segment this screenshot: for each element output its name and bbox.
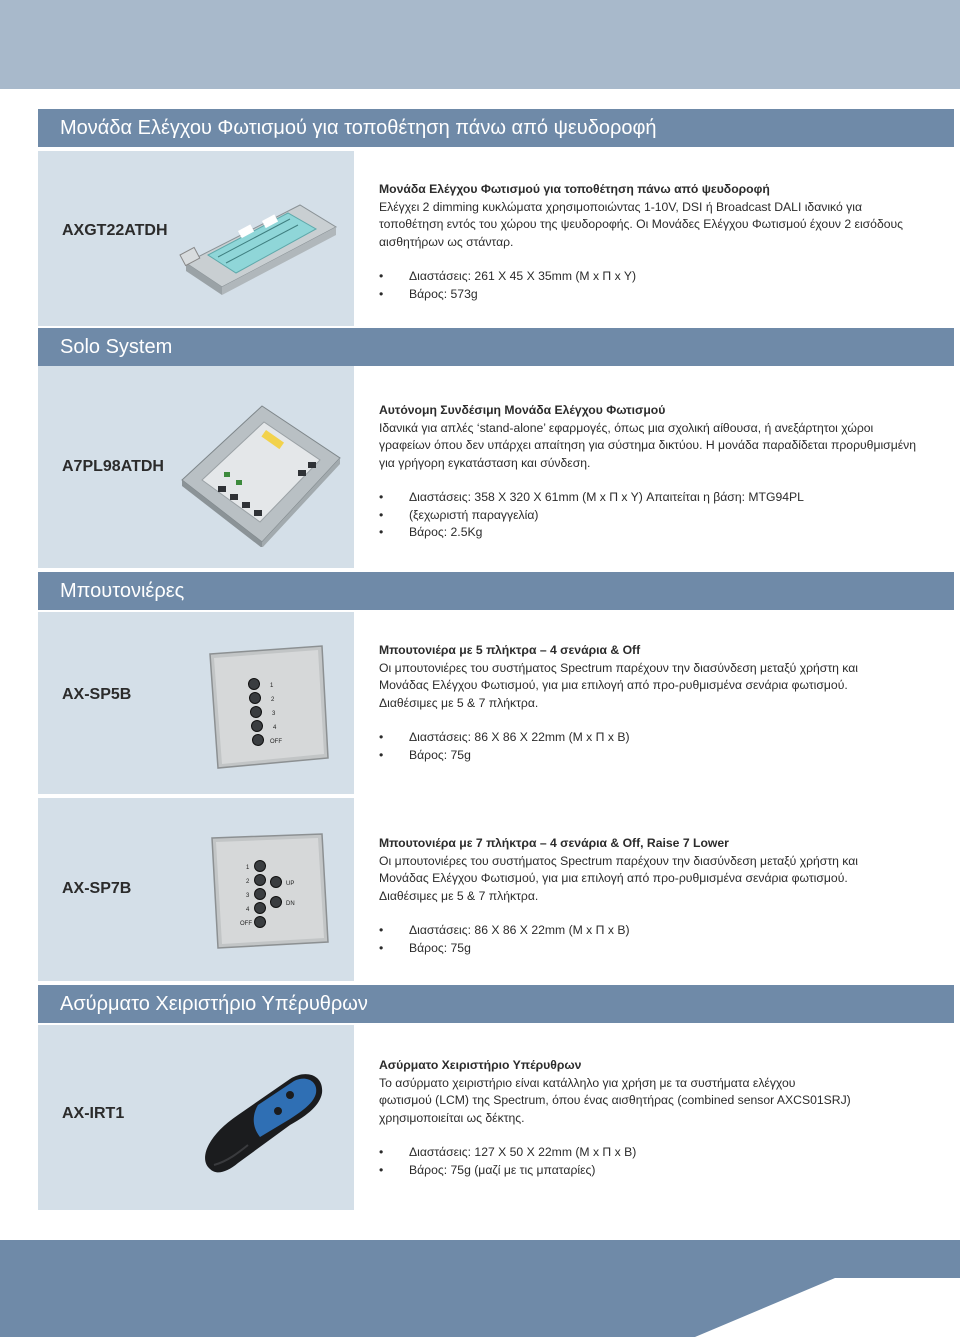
product-photo-panel bbox=[38, 798, 354, 981]
description-line: για γρήγορη εγκατάσταση και σύνδεση. bbox=[379, 455, 591, 470]
ballast-controller-image bbox=[178, 191, 348, 301]
product-photo-panel bbox=[38, 366, 354, 568]
description-line: Διαθέσιμες με 5 & 7 πλήκτρα. bbox=[379, 695, 539, 710]
product-description bbox=[379, 835, 939, 957]
product-photo-panel bbox=[38, 151, 354, 326]
spec-list bbox=[379, 489, 939, 542]
spec-item: • Διαστάσεις: 86 X 86 X 22mm (M x Π x B) bbox=[379, 922, 939, 940]
key-label: OFF bbox=[240, 921, 252, 927]
description-line: Μονάδας Ελέγχου Φωτισμού, για μια επιλογή από προ-ρυθμισμένα σενάρια φωτισμού. bbox=[379, 678, 848, 692]
product-row-ax-sp5b bbox=[38, 612, 954, 794]
spec-item: • Διαστάσεις: 86 X 86 X 22mm (M x Π x B) bbox=[379, 729, 939, 747]
product-title: Μονάδα Ελέγχου Φωτισμού για τοποθέτηση πάνω από ψευδοροφή bbox=[379, 182, 770, 196]
product-code: AX-IRT1 bbox=[62, 1105, 125, 1122]
keypad-5-button-image bbox=[204, 644, 332, 772]
key-label: OFF bbox=[270, 739, 282, 745]
description-line: χρησιμοποιείται ως δέκτης. bbox=[379, 1110, 525, 1125]
key-label: UP bbox=[286, 881, 295, 887]
product-description bbox=[379, 1057, 939, 1179]
description-line: Ελέγχει 2 dimming κυκλώματα χρησιμοποιώντας 1-10V, DSI ή Broadcast DALI ιδανικό για bbox=[379, 199, 863, 214]
product-row-a7pl98atdh bbox=[38, 366, 954, 568]
description-line: Ιδανικά για απλές ‘stand-alone’ εφαρμογές, όπως μια σχολική αίθουσα, ή ανεξάρτητοι χώροι bbox=[379, 420, 874, 435]
spec-item: • Βάρος: 2.5Kg bbox=[379, 524, 939, 542]
spec-item: • Διαστάσεις: 261 X 45 X 35mm (M x Π x Y) bbox=[379, 268, 939, 286]
product-code: A7PL98ATDH bbox=[62, 458, 164, 475]
spec-list bbox=[379, 268, 939, 303]
description-line: γραφείων όπου δεν υπάρχει απαίτηση για σύστημα δικτύου. Η μονάδα παραδίδεται προρυθμισμένη bbox=[379, 438, 917, 452]
product-row-axgt22atdh bbox=[38, 151, 954, 326]
ir-remote-image bbox=[198, 1065, 328, 1185]
spec-item: • Διαστάσεις: 358 X 320 X 61mm (M x Π x Y) Απαιτείται η βάση: MTG94PL bbox=[379, 489, 939, 507]
section-header-keypads: Μπουτονιέρες bbox=[38, 572, 954, 610]
spec-item: • Βάρος: 75g bbox=[379, 747, 939, 765]
spec-item: • Διαστάσεις: 127 X 50 X 22mm (M x Π x B) bbox=[379, 1144, 939, 1162]
product-title: Μπουτονιέρα με 7 πλήκτρα – 4 σενάρια & Off, Raise 7 Lower bbox=[379, 836, 729, 850]
product-description bbox=[379, 642, 939, 764]
product-row-ax-sp7b bbox=[38, 798, 954, 981]
product-photo-panel bbox=[38, 1025, 354, 1210]
spec-item: • Βάρος: 75g bbox=[379, 940, 939, 958]
product-code: AX-SP5B bbox=[62, 686, 132, 703]
key-label: 1 bbox=[246, 865, 250, 871]
product-title: Ασύρματο Χειριστήριο Υπέρυθρων bbox=[379, 1058, 582, 1072]
description-line: Το ασύρματο χειριστήριο είναι κατάλληλο για χρήση με τα συστήματα ελέγχου bbox=[379, 1075, 796, 1090]
product-description bbox=[379, 402, 939, 542]
product-code: AX-SP7B bbox=[62, 880, 132, 897]
section-header-ceiling-controller: Μονάδα Ελέγχου Φωτισμού για τοποθέτηση πάνω από ψευδοροφή bbox=[38, 109, 954, 147]
key-label: 4 bbox=[273, 725, 277, 731]
top-decorative-band bbox=[0, 0, 960, 89]
description-line: τοποθέτηση εντός του χώρου της ψευδοροφής. Οι Μονάδες Ελέγχου Φωτισμού έχουν 2 εισόδους bbox=[379, 217, 904, 231]
key-label: 3 bbox=[246, 893, 250, 899]
spec-item: • Βάρος: 573g bbox=[379, 286, 939, 304]
description-line: φωτισμού (LCM) της Spectrum, όπου ένας αισθητήρας (combined sensor AXCS01SRJ) bbox=[379, 1093, 851, 1107]
description-line: αισθητήρων ως στάνταρ. bbox=[379, 234, 514, 249]
key-label: 1 bbox=[270, 683, 274, 689]
key-label: 2 bbox=[271, 697, 275, 703]
spec-item: • Βάρος: 75g (μαζί με τις μπαταρίες) bbox=[379, 1162, 939, 1180]
product-code: AXGT22ATDH bbox=[62, 222, 168, 239]
keypad-7-button-image bbox=[208, 830, 332, 954]
section-header-solo-system: Solo System bbox=[38, 328, 954, 366]
description-line: Διαθέσιμες με 5 & 7 πλήκτρα. bbox=[379, 888, 539, 903]
description-line: Οι μπουτονιέρες του συστήματος Spectrum παρέχουν την διασύνδεση μεταξύ χρήστη και bbox=[379, 853, 859, 868]
product-title: Μπουτονιέρα με 5 πλήκτρα – 4 σενάρια & Off bbox=[379, 643, 641, 657]
description-line: Μονάδας Ελέγχου Φωτισμού, για μια επιλογή από προ-ρυθμισμένα σενάρια φωτισμού. bbox=[379, 871, 848, 885]
product-title: Αυτόνομη Συνδέσιμη Μονάδα Ελέγχου Φωτισμού bbox=[379, 403, 666, 417]
section-header-ir-remote: Ασύρματο Χειριστήριο Υπέρυθρων bbox=[38, 985, 954, 1023]
spec-item: • (ξεχωριστή παραγγελία) bbox=[379, 507, 939, 525]
product-description bbox=[379, 181, 939, 303]
control-unit-image bbox=[178, 402, 348, 547]
spec-list bbox=[379, 922, 939, 957]
key-label: 2 bbox=[246, 879, 250, 885]
spec-list bbox=[379, 1144, 939, 1179]
spec-list bbox=[379, 729, 939, 764]
description-line: Οι μπουτονιέρες του συστήματος Spectrum παρέχουν την διασύνδεση μεταξύ χρήστη και bbox=[379, 660, 859, 675]
product-row-ax-irt1 bbox=[38, 1025, 954, 1210]
product-photo-panel bbox=[38, 612, 354, 794]
key-label: 3 bbox=[272, 711, 276, 717]
key-label: DN bbox=[286, 901, 295, 907]
key-label: 4 bbox=[246, 907, 250, 913]
